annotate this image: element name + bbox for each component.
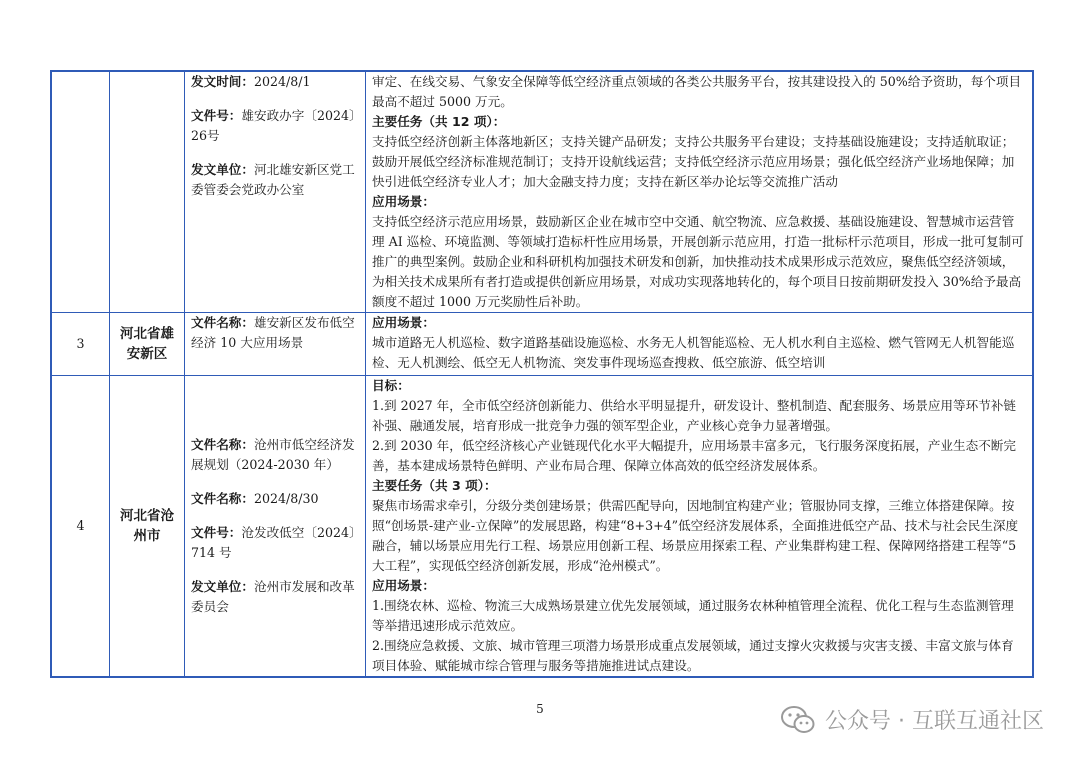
tasks-title: 主要任务（共 12 项）： [372,114,506,129]
scene-title: 应用场景： [372,194,435,209]
goal-1: 1.到 2027 年，全市低空经济创新能力、供给水平明显提升，研发设计、整机制造、配套服务、场景应用等环节补链补强、融通发展，培育形成一批竞争力强的领军型企业，产业核心竞争力显著增强。 [372,398,1016,433]
table-row [51,376,1033,678]
document-number: 文件号：雄安政办字〔2024〕26号 [191,108,356,143]
watermark-text: 公众号 · 互联互通社区 [825,709,1044,734]
scene-title: 应用场景： [372,315,435,330]
wechat-icon [781,705,815,735]
issuing-unit: 发文单位：河北雄安新区党工委管委会党政办公室 [191,162,355,197]
content-cell [366,313,1034,376]
document-name: 文件名称：雄安新区发布低空经济 10 大应用场景 [191,315,355,350]
scene-1: 1.围绕农林、巡检、物流三大成熟场景建立优先发展领域，通过服务农林种植管理全流程、优化工程与生态监测管理等举措迅速形成示范效应。 [372,598,1014,633]
tasks-title: 主要任务（共 3 项）： [372,478,497,493]
tasks-text: 聚焦市场需求牵引，分级分类创建场景；供需匹配导向，因地制宜构建产业；管服协同支撑，三维立体搭建保障。按照“创场景-建产业-立保障”的发展思路，构建“8+3+4”低空经济发展体系，全面推进低空产品、技术与社会民生深度融合，辅以场景应用先行工程、场景应用创新工程、场景应用探索工程、产业集群构建工程、保障网络搭建工程等“5 大工程”，实现低空经济创新发展，形成“沧州模式”。 [372,498,1019,573]
scene-2: 2.围绕应急救援、文旅、城市管理三项潜力场景形成重点发展领域，通过支撑火灾救援与灾害支援、丰富文旅与体育项目体验、赋能城市综合管理与服务等措施推进试点建设。 [372,638,1014,673]
goal-title: 目标： [372,378,410,393]
content-cell [366,376,1034,678]
document-date: 文件名称：2024/8/30 [191,491,319,506]
tasks-text: 支持低空经济创新主体落地新区；支持关键产品研发；支持公共服务平台建设；支持基础设施建设；支持适航取证；鼓励开展低空经济标准规范制订；支持开设航线运营；支持低空经济示范应用场景；强化低空经济产业场地保障；加快引进低空经济专业人才；加大金融支持力度；支持在新区举办论坛等交流推广活动 [372,134,1015,189]
meta-cell [185,313,366,376]
issuing-unit: 发文单位：沧州市发展和改革委员会 [191,579,355,614]
table-row [51,71,1033,313]
issue-date: 发文时间：2024/8/1 [191,74,311,89]
row-number: 3 [51,313,110,376]
table-row [51,313,1033,376]
region-cell: 河北省雄安新区 [110,313,185,376]
document-number: 文件号：沧发改低空〔2024〕714 号 [191,525,356,560]
policy-table [50,70,1034,678]
watermark [781,704,1044,735]
meta-cell [185,71,366,313]
region-cell: 河北省沧州市 [110,376,185,678]
row-number: 4 [51,376,110,678]
scene-title: 应用场景： [372,578,435,593]
region-cell [110,71,185,313]
intro-text: 审定、在线交易、气象安全保障等低空经济重点领域的各类公共服务平台，按其建设投入的 50%给予资助，每个项目最高不超过 5000 万元。 [372,74,1022,109]
meta-cell [185,376,366,678]
content-cell [366,71,1034,313]
scene-text: 支持低空经济示范应用场景，鼓励新区企业在城市空中交通、航空物流、应急救援、基础设施建设、智慧城市运营管理 AI 巡检、环境监测、等领域打造标杆性应用场景，开展创新示范应用，打造一批标杆示范项目，形成一批可复制可推广的典型案例。鼓励企业和科研机构加强技术研发和创新，加快推动技术成果形成示范效应，聚焦低空经济领域，为相关技术成果所有者打造或提供创新应用场景，对成功实现落地转化的，每个项目日按前期研发投入 30%给予最高额度不超过 1000 万元奖励性后补助。 [372,214,1024,309]
document-name: 文件名称：沧州市低空经济发展规划（2024-2030 年） [191,437,355,472]
goal-2: 2.到 2030 年，低空经济核心产业链现代化水平大幅提升，应用场景丰富多元，飞行服务深度拓展，产业生态不断完善，基本建成场景特色鲜明、产业布局合理、保障立体高效的低空经济发展体系。 [372,438,1016,473]
scene-text: 城市道路无人机巡检、数字道路基础设施巡检、水务无人机智能巡检、无人机水利自主巡检、燃气管网无人机智能巡检、无人机测绘、低空无人机物流、突发事件现场巡查搜救、低空旅游、低空培训 [372,335,1015,370]
page-number: 5 [536,702,544,716]
row-number [51,71,110,313]
